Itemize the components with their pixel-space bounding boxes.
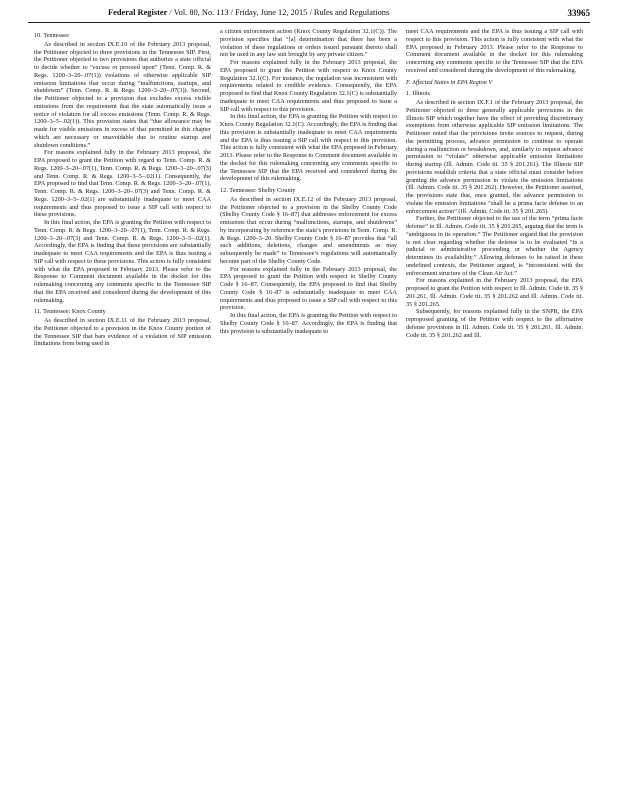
paragraph-continued: a citizen enforcement action (Knox County Regulation 32.1(C)). The provision specifies that “[a] determination that there has been a violation of these regulations or orders issued pursuant thereto shall not be used in any law suit brought by any private citizen.” [220, 28, 397, 59]
paragraph: For reasons explained fully in the February 2013 proposal, the EPA proposed to grant the Petition with respect to Shelby County Code § 16–87. Consequently, the EPA proposed to find that Shelby County Code § 16–87 is substantially inadequate to meet CAA requirements and thus proposed to issue a SIP call with respect to this provision. [220, 265, 397, 312]
issue-info: / Vol. 80, No. 113 / Friday, June 12, 2015 / Rules and Regulations [169, 8, 390, 17]
journal-name: Federal Register [108, 8, 168, 17]
header-citation [108, 8, 389, 17]
text-column-3 [406, 28, 583, 794]
subsection-heading: F. Affected States in EPA Region V [406, 78, 493, 86]
paragraph: Subsequently, for reasons explained fully in the SNPR, the EPA reproposed granting of the Petition with respect to the affirmative defense provisions in Ill. Admin. Code tit. 35 § 201.261, Ill. Admin. Code tit. 35 § 201.262 and Ill. [406, 308, 583, 339]
section-heading: 10. Tennessee [34, 32, 69, 39]
paragraph: As described in section IX.F.1 of the February 2013 proposal, the Petitioner objected to three generally applicable provisions in the Illinois SIP which together have the effect of providing discretionary exemptions from otherwise applicable SIP emission limitations. The Petitioner noted that the provisions invite sources to request, during the permitting process, advance permission to continue to operate during a malfunction or breakdown, and, similarly to request advance permission to “violate” otherwise applicable emission limitations during startup (Ill. Admin. Code tit. 35 § 201.261). The Illinois SIP provisions establish criteria that a state official must consider before granting the advance permission to violate the emission limitations (Ill. Admin. Code tit. 35 § 201.262). However, the Petitioner asserted, the provisions state that, once granted, the advance permission to violate the emission limitations “shall be a prima facie defense to an enforcement action” (Ill. Admin. Code tit. 35 § 201.265). [406, 99, 583, 215]
paragraph: Further, the Petitioner objected to the use of the term “prima facie defense” in Ill. Admin. Code tit. 35 § 201.265, arguing that the term is “ambiguous in its operation.” The Petitioner argued that the provision is not clear regarding whether the defense is to be evaluated “in a judicial or administrative proceeding or whether the Agency determines its availability.” Allowing defenses to be raised in these undefined contexts, the Petitioner argued, is “inconsistent with the enforcement structure of the Clean Air Act.” [406, 215, 583, 277]
section-heading: 11. Tennessee: Knox County [34, 308, 106, 316]
paragraph-continued: meet CAA requirements and the EPA is thus issuing a SIP call with respect to this provision. This action is fully consistent with what the EPA proposed in February 2013. Please refer to the Response to Comment document available in the docket for this rulemaking concerning any comments specific to the Tennessee SIP that the EPA received and considered during the development of this rulemaking. [406, 28, 583, 74]
paragraph: For reasons explained fully in the February 2013 proposal, the EPA proposed to grant the Petition with regard to Tenn. Comp. R. & Regs. 1200–3–20–.07(1), Tenn. Comp. R. & Regs. 1200–3–20–.07(3) and Tenn. Comp. R. & Regs. 1200–3–5–.02(1). Consequently, the EPA proposed to find that Tenn. Comp. R. & Regs. 1200–3–20–.07(1), Tenn. Comp. R. & Regs. 1200–3–20–.07(3) and Tenn. Comp. R. & Regs. 1200–3–5–.02(1) are substantially inadequate to meet CAA requirements and thus proposed to issue a SIP call with respect to these provisions. [34, 149, 211, 219]
section-heading: 12. Tennessee: Shelby County [220, 187, 296, 194]
paragraph: For reasons explained fully in the February 2013 proposal, the EPA proposed to grant the Petition with respect to Knox County Regulation 32.1(C). For instance, the regulation was inconsistent with requirements related to credible evidence. Consequently, the EPA proposed to find that Knox County Regulation 32.1(C) is substantially inadequate to meet CAA requirements and thus proposed to issue a SIP call with respect to this provision. [220, 59, 397, 113]
paragraph: In this final action, the EPA is granting the Petition with respect to Knox County Regulation 32.1(C). Accordingly, the EPA is finding that this provision is substantially inadequate to meet CAA requirements and the EPA is thus issuing a SIP call with respect to this provision. This action is fully consistent with what the EPA proposed in February 2013. Please refer to the Response to Comment document available in the docket for this rulemaking concerning any comments specific to the Tennessee SIP that the EPA received and considered during the development of this rulemaking. [220, 113, 397, 183]
paragraph: As described in section IX.E.12 of the February 2013 proposal, the Petitioner objected to a provision in the Shelby County Code (Shelby County Code § 16–87) that addresses enforcement for excess emissions that occur during “malfunctions, startups, and shutdowns” by incorporating by reference the state’s provisions in Tenn. Comp. R. & Regs. 1200–3–20. Shelby County Code § 16–87 provides that “all such additions, deletions, changes and amendments as may subsequently be made” to Tennessee’s regulations will automatically become part of the Shelby County Code. [220, 195, 397, 265]
paragraph: In this final action, the EPA is granting the Petition with respect to Tenn. Comp. R. & Regs. 1200–3–20–.07(1), Tenn. Comp. R. & Regs. 1200–3–20–.07(3) and Tenn. Comp. R. & Regs. 1200–3–5–.02(1). Accordingly, the EPA is finding that these provisions are substantially inadequate to meet CAA requirements and the EPA is thus issuing a SIP call with respect to these provisions. This action is fully consistent with what the EPA proposed in February 2013. Please refer to the Response to Comment document available in the docket for this rulemaking concerning any comments specific to the Tennessee SIP that the EPA received and considered during the development of this rulemaking. [34, 219, 211, 304]
section-heading: 1. Illinois [406, 90, 430, 98]
page-number: 33965 [567, 8, 590, 18]
text-column-1 [34, 28, 211, 794]
paragraph: For reasons explained in the February 2013 proposal, the EPA proposed to grant the Petition with respect to Ill. Admin. Code tit. 35 § 201.261, Ill. Admin. Code tit. 35 § 201.262 and Ill. Admin. Code tit. 35 § 201.265. [406, 277, 583, 308]
paragraph: As described in section IX.E.10 of the February 2013 proposal, the Petitioner objected to three provisions in the Tennessee SIP. First, the Petitioner objected to two provisions that authorize a state official to decide whether to “excuse or proceed upon” (Tenn. Comp. R. & Regs. 1200–3–20–.07(1)) violations of otherwise applicable SIP emission limitations that occur during “malfunctions, startups, and shutdowns” (Tenn. Comp. R. & Regs. 1200–3–20–.07(3)). Second, the Petitioner objected to a provision that excludes excess visible emissions from the requirement that the state automatically issue a notice of violation for all excess emissions (Tenn. Comp. R. & Regs. 1200–3–5–.02(1)). This provision states that “due allowance may be made for visible emissions in excess of that permitted in this chapter which are necessary or unavoidable due to routine startup and shutdown conditions.” [34, 40, 211, 149]
running-header [28, 8, 590, 22]
header-rule [28, 22, 590, 23]
paragraph: In this final action, the EPA is granting the Petition with respect to Shelby County Code § 16–87. Accordingly, the EPA is finding that this provision is substantially inadequate to [220, 312, 397, 335]
text-column-2 [220, 28, 397, 794]
paragraph: As described in section IX.E.11 of the February 2013 proposal, the Petitioner objected to a provision in the Knox County portion of the Tennessee SIP that bars evidence of a violation of SIP emission limitations from being used in [34, 317, 211, 348]
